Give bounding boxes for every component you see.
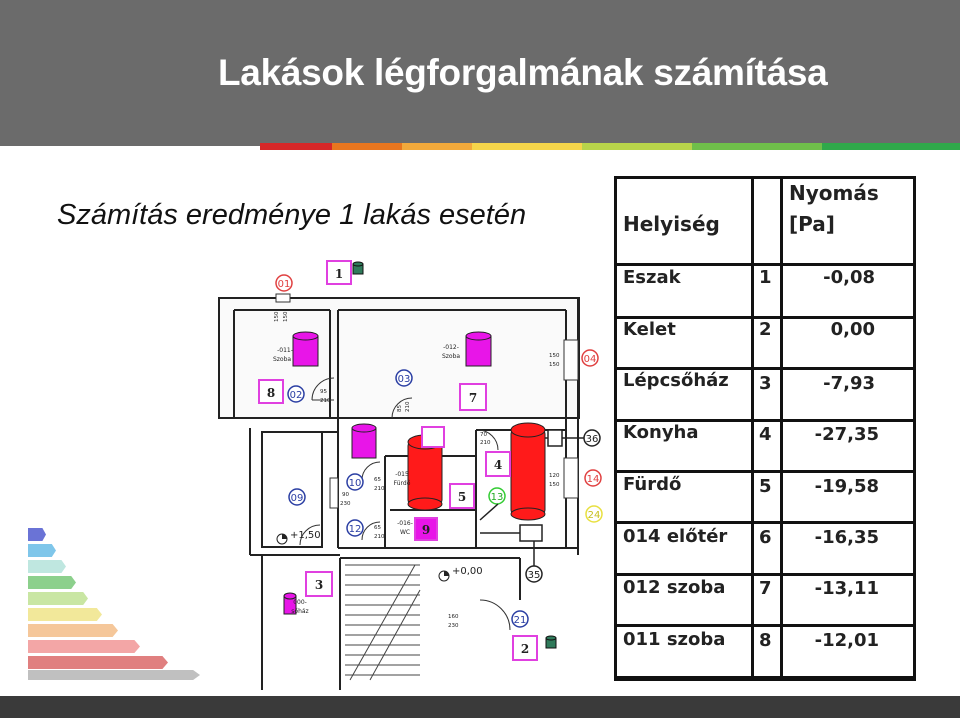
svg-text:160: 160 [448, 614, 459, 620]
svg-text:Szoba: Szoba [441, 353, 461, 360]
svg-text:95: 95 [320, 389, 327, 395]
slide-title: Lakások légforgalmának számítása [218, 52, 828, 93]
svg-text:13: 13 [490, 492, 504, 503]
pressure-table: Helyiség Nyomás [Pa] Eszak 1 -0,08 Kelet 2 0,00 Lépcsőház 3 -7,93 Konyha 4 -27,35 Fürdő 5 -19,58 014 előtér 6 -16,35 012 szoba 7 -13,11 011 szoba 8 -12,01 [614, 176, 916, 681]
svg-text:3: 3 [314, 578, 324, 592]
svg-text:65: 65 [374, 525, 381, 531]
svg-text:210: 210 [480, 440, 491, 446]
header-room: Helyiség [623, 212, 720, 236]
svg-text:2: 2 [520, 642, 530, 656]
color-stripe-1 [260, 143, 332, 150]
level-plus-label: +1,50 [290, 530, 321, 541]
svg-text:65: 65 [374, 477, 381, 483]
svg-text:Szoba: Szoba [272, 356, 292, 363]
svg-text:24: 24 [587, 510, 601, 521]
color-stripe-3 [402, 143, 472, 150]
svg-text:90: 90 [342, 492, 349, 498]
svg-text:12: 12 [348, 524, 362, 535]
svg-text:150: 150 [274, 311, 280, 322]
svg-text:WC: WC [399, 529, 411, 536]
svg-text:14: 14 [586, 474, 600, 485]
svg-text:03: 03 [397, 374, 411, 385]
svg-text:230: 230 [340, 501, 351, 507]
svg-text:01: 01 [277, 279, 291, 290]
svg-text:150: 150 [549, 482, 560, 488]
svg-text:sőház: sőház [291, 608, 309, 615]
svg-text:70: 70 [480, 432, 487, 438]
svg-text:150: 150 [283, 311, 289, 322]
svg-text:150: 150 [549, 362, 560, 368]
slide-subtitle: Számítás eredménye 1 lakás esetén [57, 199, 527, 231]
svg-text:36: 36 [585, 434, 599, 445]
svg-text:35: 35 [527, 570, 541, 581]
svg-text:120: 120 [549, 473, 560, 479]
svg-text:210: 210 [374, 534, 385, 540]
svg-text:04: 04 [583, 354, 597, 365]
color-stripe-4 [472, 143, 582, 150]
svg-text:7: 7 [468, 391, 478, 405]
svg-text:09: 09 [290, 493, 304, 504]
svg-text:10: 10 [348, 478, 362, 489]
svg-text:9: 9 [421, 523, 431, 537]
svg-text:4: 4 [493, 458, 503, 472]
svg-text:230: 230 [448, 623, 459, 629]
svg-text:150: 150 [549, 353, 560, 359]
color-stripe-5 [582, 143, 692, 150]
svg-text:000-: 000- [293, 599, 307, 606]
svg-text:-016-: -016- [397, 520, 413, 527]
svg-text:1: 1 [334, 267, 344, 281]
svg-text:-015: -015 [395, 471, 409, 478]
svg-text:85: 85 [397, 405, 403, 412]
svg-text:21: 21 [513, 615, 527, 626]
header-pressure-unit: [Pa] [789, 212, 835, 236]
color-stripe-2 [332, 143, 402, 150]
svg-text:210: 210 [320, 398, 331, 404]
level-zero-label: +0,00 [452, 566, 483, 577]
svg-text:Fürdő: Fürdő [393, 480, 411, 487]
color-stripe-7 [822, 143, 960, 150]
svg-text:210: 210 [405, 401, 411, 412]
svg-text:5: 5 [457, 490, 467, 504]
svg-text:-012-: -012- [443, 344, 459, 351]
header-pressure: Nyomás [789, 181, 879, 205]
svg-text:-011-: -011- [277, 347, 293, 354]
svg-text:210: 210 [374, 486, 385, 492]
svg-text:02: 02 [289, 390, 303, 401]
footer-bar [0, 696, 960, 718]
color-stripe-6 [692, 143, 822, 150]
floor-plan [0, 250, 612, 690]
svg-text:8: 8 [266, 386, 276, 400]
